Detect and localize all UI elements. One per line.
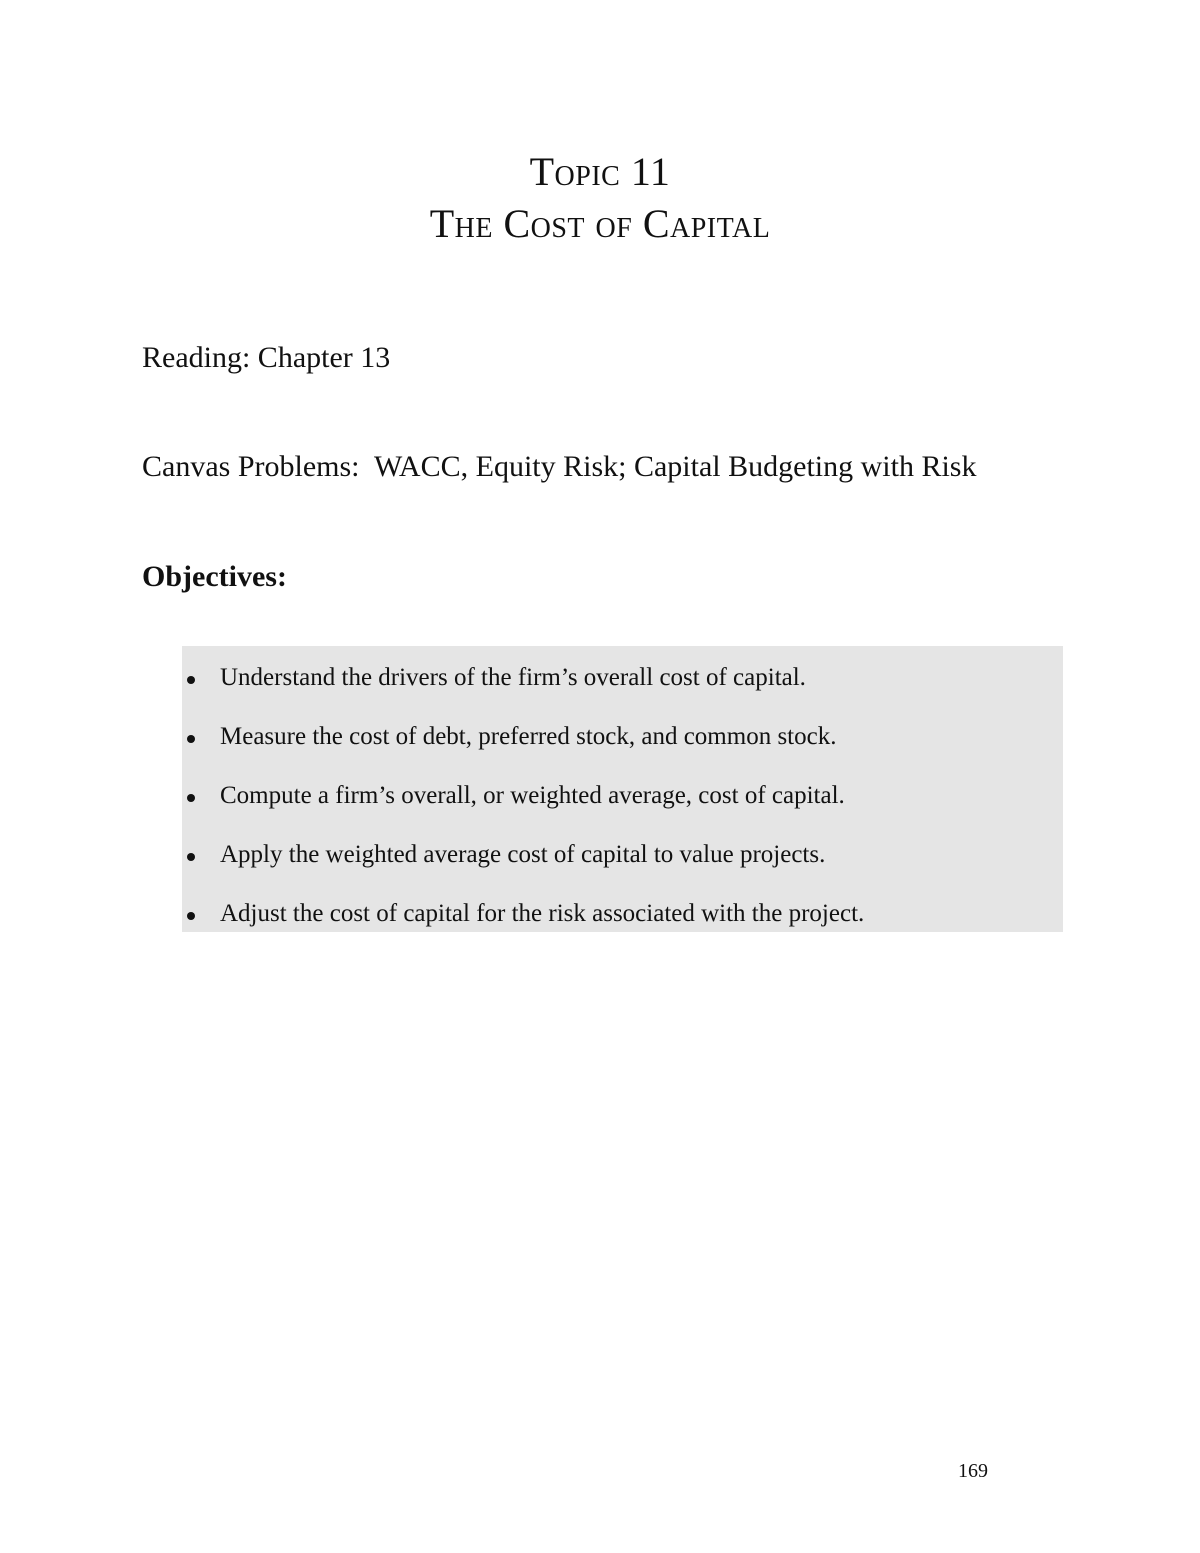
objective-item: [182, 827, 1063, 886]
bullet-icon: [187, 794, 195, 802]
objective-item: [182, 886, 1063, 945]
page-number: 169: [958, 1460, 988, 1482]
bullet-icon: [187, 735, 195, 743]
objective-text: Adjust the cost of capital for the risk associated with the project.: [220, 900, 865, 927]
topic-title-heading: The Cost of Capital: [429, 201, 771, 246]
objective-text: Understand the drivers of the firm’s overall cost of capital.: [220, 664, 806, 691]
objective-item: [182, 768, 1063, 827]
objectives-heading: Objectives:: [142, 560, 287, 593]
objective-item: [182, 709, 1063, 768]
reading-assignment: Reading: Chapter 13: [142, 341, 391, 374]
objective-text: Compute a firm’s overall, or weighted average, cost of capital.: [220, 782, 845, 809]
objectives-box: [182, 646, 1063, 932]
bullet-icon: [187, 853, 195, 861]
bullet-icon: [187, 912, 195, 920]
canvas-problems: Canvas Problems: WACC, Equity Risk; Capital Budgeting with Risk: [142, 450, 977, 483]
objective-text: Measure the cost of debt, preferred stock, and common stock.: [220, 723, 837, 750]
objectives-list: [182, 646, 1063, 945]
bullet-icon: [187, 676, 195, 684]
objective-item: [182, 650, 1063, 709]
objective-text: Apply the weighted average cost of capital to value projects.: [220, 841, 826, 868]
title-block: [0, 146, 1200, 250]
topic-number-heading: Topic 11: [529, 149, 671, 194]
